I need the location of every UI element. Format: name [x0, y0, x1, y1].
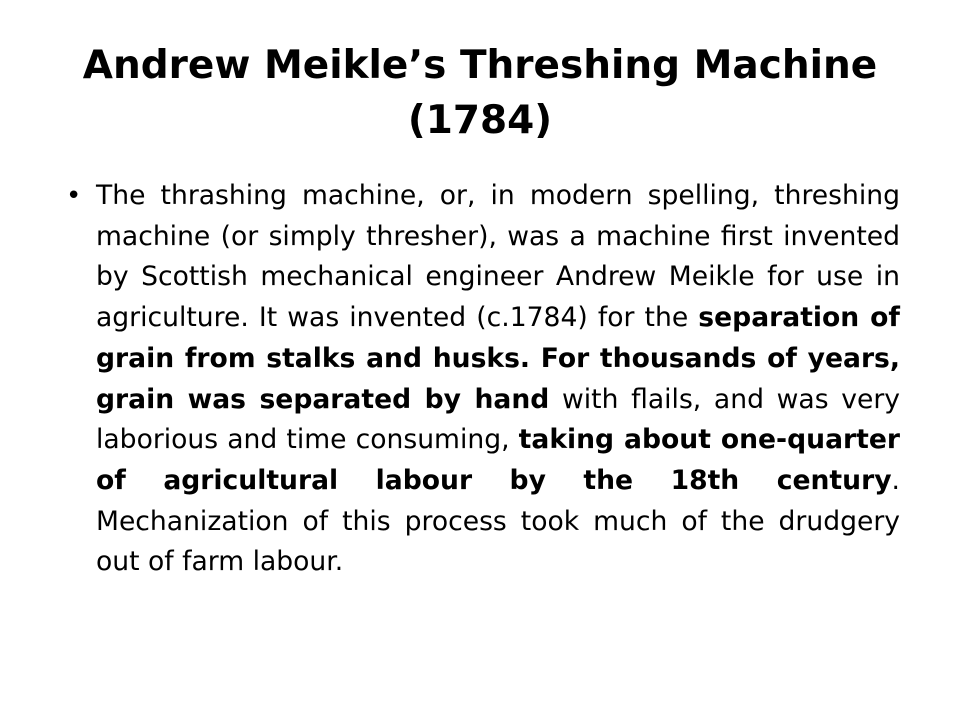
paragraph-run-3: with flails, and was very laborious and time consuming,	[96, 383, 900, 456]
slide-title	[60, 38, 900, 148]
title-line-1: Andrew Meikle’s Threshing Machine	[82, 43, 878, 88]
paragraph-run-4-bold: taking about one-quarter of agricultural labour by the 18th century	[96, 424, 900, 496]
paragraph-run-5: . Mechanization of this process took much of the drudgery out of farm labour.	[96, 464, 900, 578]
bullet-list	[60, 176, 900, 583]
paragraph-run-2-bold: separation of grain from stalks and husks. For thousands of years, grain was separated by hand	[96, 302, 900, 415]
title-line-2: (1784)	[407, 98, 553, 143]
bullet-item	[60, 176, 900, 583]
bullet-icon: •	[66, 181, 82, 211]
paragraph-run-1: The thrashing machine, or, in modern spelling, threshing machine (or simply thresher), was a machine first invented by Scottish mechanical engineer Andrew Meikle for use in agriculture. It was invented (c.1784) for the	[96, 180, 900, 334]
